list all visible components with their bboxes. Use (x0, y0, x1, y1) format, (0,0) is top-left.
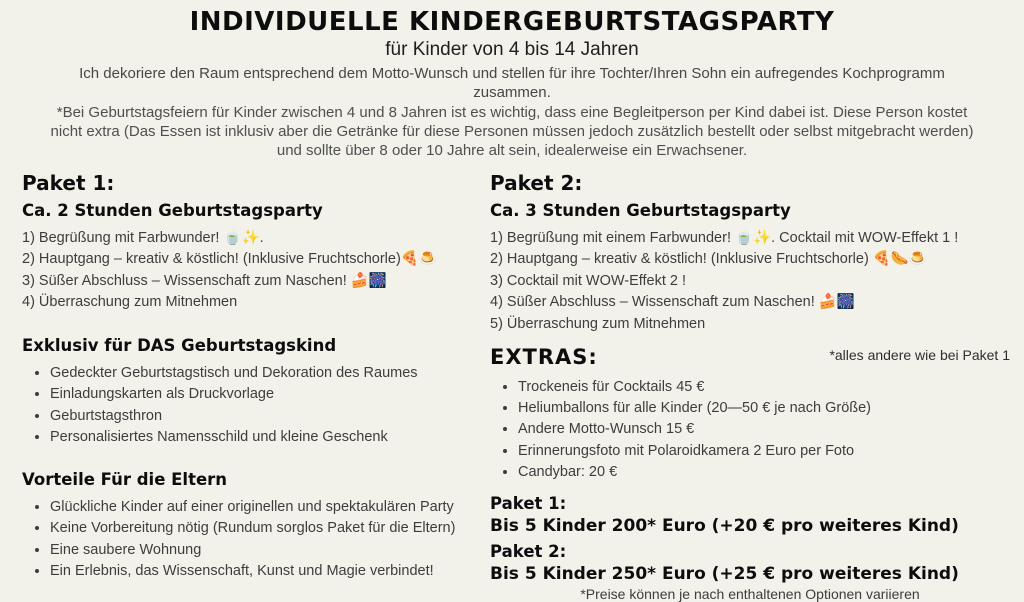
list-item: • Andere Motto-Wunsch 15 € (518, 419, 1010, 439)
list-item: 4) Überraschung zum Mitnehmen (22, 294, 238, 311)
list-item: • Eine saubere Wohnung (50, 540, 474, 561)
extras-item-list (490, 377, 1010, 482)
extras-heading: EXTRAS: (490, 345, 598, 370)
list-item: • Einladungskarten als Druckvorlage (50, 384, 474, 405)
paket1-subheading: Ca. 2 Stunden Geburtstagsparty (22, 200, 323, 220)
list-item: • Candybar: 20 € (518, 462, 1010, 482)
page-subtitle: für Kinder von 4 bis 14 Jahren (385, 38, 639, 60)
content-columns (0, 169, 1024, 602)
pricing-paket2-price: Bis 5 Kinder 250* Euro (+25 € pro weiteres Kind) (490, 564, 959, 585)
list-item: 3) Cocktail mit WOW-Effekt 2 ! (490, 272, 687, 289)
intro-text: Ich dekoriere den Raum entsprechend dem Motto-Wunsch und stellen für ihre Tochter/Ihren Sohn ein aufregendes Kochprogramm zusammen. (79, 64, 945, 102)
list-item: 2) Hauptgang – kreativ & köstlich! (Inklusive Fruchtschorle)🍕🍮 (22, 251, 437, 268)
pricing-section (490, 494, 1010, 584)
paket2-item-list (490, 228, 1010, 336)
list-item: • Geburtstagsthron (50, 406, 474, 427)
page-title: INDIVIDUELLE KINDERGEBURTSTAGSPARTY (189, 7, 835, 37)
list-item: 5) Überraschung zum Mitnehmen (490, 315, 706, 332)
list-item: 2) Hauptgang – kreativ & köstlich! (Inklusive Fruchtschorle) 🍕🌭🍮 (490, 251, 927, 268)
pricing-paket1-price: Bis 5 Kinder 200* Euro (+20 € pro weiteres Kind) (490, 516, 959, 537)
pricing-paket2-label: Paket 2: (490, 542, 567, 562)
header (0, 8, 1024, 161)
list-item: • Personalisiertes Namensschild und kleine Geschenk (50, 427, 474, 448)
paket2-subheading: Ca. 3 Stunden Geburtstagsparty (490, 200, 791, 220)
list-item: 4) Süßer Abschluss – Wissenschaft zum Naschen! 🍰🎆 (490, 294, 855, 311)
list-item: • Trockeneis für Cocktails 45 € (518, 377, 1010, 397)
paket2-heading: Paket 2: (490, 170, 583, 195)
list-item: • Heliumballons für alle Kinder (20—50 € je nach Größe) (518, 398, 1010, 418)
paket1-item-list (22, 228, 474, 314)
exklusiv-item-list (22, 363, 474, 448)
right-column (490, 169, 1010, 602)
pricing-paket1-label: Paket 1: (490, 494, 567, 514)
list-item: 3) Süßer Abschluss – Wissenschaft zum Naschen! 🍰🎆 (22, 272, 387, 289)
list-item: 1) Begrüßung mit einem Farbwunder! 🍵✨. Cocktail mit WOW-Effekt 1 ! (490, 229, 959, 246)
companion-note: *Bei Geburtstagsfeiern für Kinder zwischen 4 und 8 Jahren ist es wichtig, dass eine Begleitperson per Kind dabei ist. Diese Person kostet nicht extra (Das Essen ist inklusiv aber die Getränke für diese Personen müssen jedoch zusätzlich bestellt oder selbst mitgebracht werden) und sollte über 8 oder 10 Jahre alt sein, idealerweise ein Erwachsener. (50, 104, 974, 159)
vorteile-item-list (22, 497, 474, 582)
list-item: • Keine Vorbereitung nötig (Rundum sorglos Paket für die Eltern) (50, 518, 474, 539)
list-item: 1) Begrüßung mit Farbwunder! 🍵✨. (22, 229, 264, 246)
vorteile-heading: Vorteile Für die Eltern (22, 469, 228, 489)
list-item: • Gedeckter Geburtstagstisch und Dekoration des Raumes (50, 363, 474, 384)
list-item: • Erinnerungsfoto mit Polaroidkamera 2 Euro per Foto (518, 441, 1010, 461)
exklusiv-heading: Exklusiv für DAS Geburtstagskind (22, 335, 337, 355)
paket1-heading: Paket 1: (22, 170, 115, 195)
extras-note: *alles andere wie bei Paket 1 (829, 347, 1010, 364)
list-item: • Glückliche Kinder auf einer originellen und spektakulären Party (50, 497, 474, 518)
left-column (22, 169, 474, 602)
price-footnote: *Preise können je nach enthaltenen Optionen variieren (580, 586, 920, 602)
list-item: • Ein Erlebnis, das Wissenschaft, Kunst und Magie verbindet! (50, 561, 474, 582)
extras-header-row (490, 345, 1010, 369)
